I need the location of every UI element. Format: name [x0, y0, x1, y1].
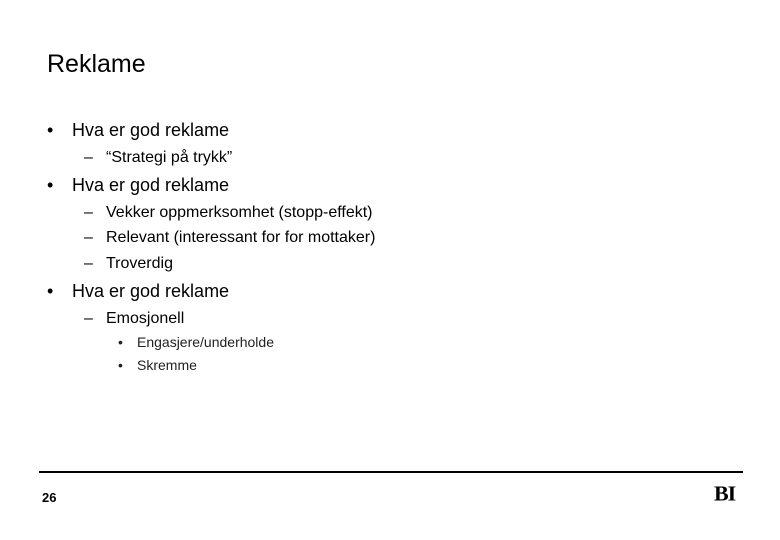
sub-bullet-item-4	[84, 255, 173, 273]
sub-bullet-text: Vekker oppmerksomhet (stopp-effekt)	[106, 204, 373, 221]
bullet-item-2	[45, 175, 229, 196]
sub-bullet-text: “Strategi på trykk”	[106, 149, 233, 166]
dash-marker: –	[84, 310, 93, 327]
bullet-marker: •	[47, 120, 54, 140]
bi-logo: BI	[714, 481, 736, 506]
sub-sub-bullet-item-1	[118, 334, 274, 350]
sub-bullet-item-3	[84, 229, 375, 247]
dash-marker: –	[84, 204, 93, 221]
slide-title: Reklame	[47, 50, 146, 78]
sub-bullet-text: Emosjonell	[106, 310, 185, 327]
sub-sub-bullet-item-2	[118, 357, 197, 373]
dash-marker: –	[84, 255, 93, 272]
page-number: 26	[42, 490, 57, 505]
bullet-item-1	[45, 120, 229, 141]
sub-bullet-item-5	[84, 310, 184, 328]
bullet-marker: •	[118, 334, 123, 350]
sub-bullet-item-1	[84, 149, 232, 167]
sub-sub-bullet-text: Skremme	[137, 357, 197, 373]
dash-marker: –	[84, 149, 93, 166]
bullet-text: Hva er god reklame	[72, 281, 230, 301]
bullet-text: Hva er god reklame	[72, 120, 230, 140]
sub-bullet-text: Troverdig	[106, 255, 173, 272]
sub-bullet-text: Relevant (interessant for for mottaker)	[106, 229, 376, 246]
bullet-marker: •	[118, 357, 123, 373]
bullet-marker: •	[47, 281, 54, 301]
footer-divider	[39, 471, 743, 473]
sub-bullet-item-2	[84, 204, 373, 222]
bullet-text: Hva er god reklame	[72, 175, 230, 195]
sub-sub-bullet-text: Engasjere/underholde	[137, 334, 274, 350]
bullet-item-3	[45, 281, 229, 302]
bullet-marker: •	[47, 175, 54, 195]
dash-marker: –	[84, 229, 93, 246]
